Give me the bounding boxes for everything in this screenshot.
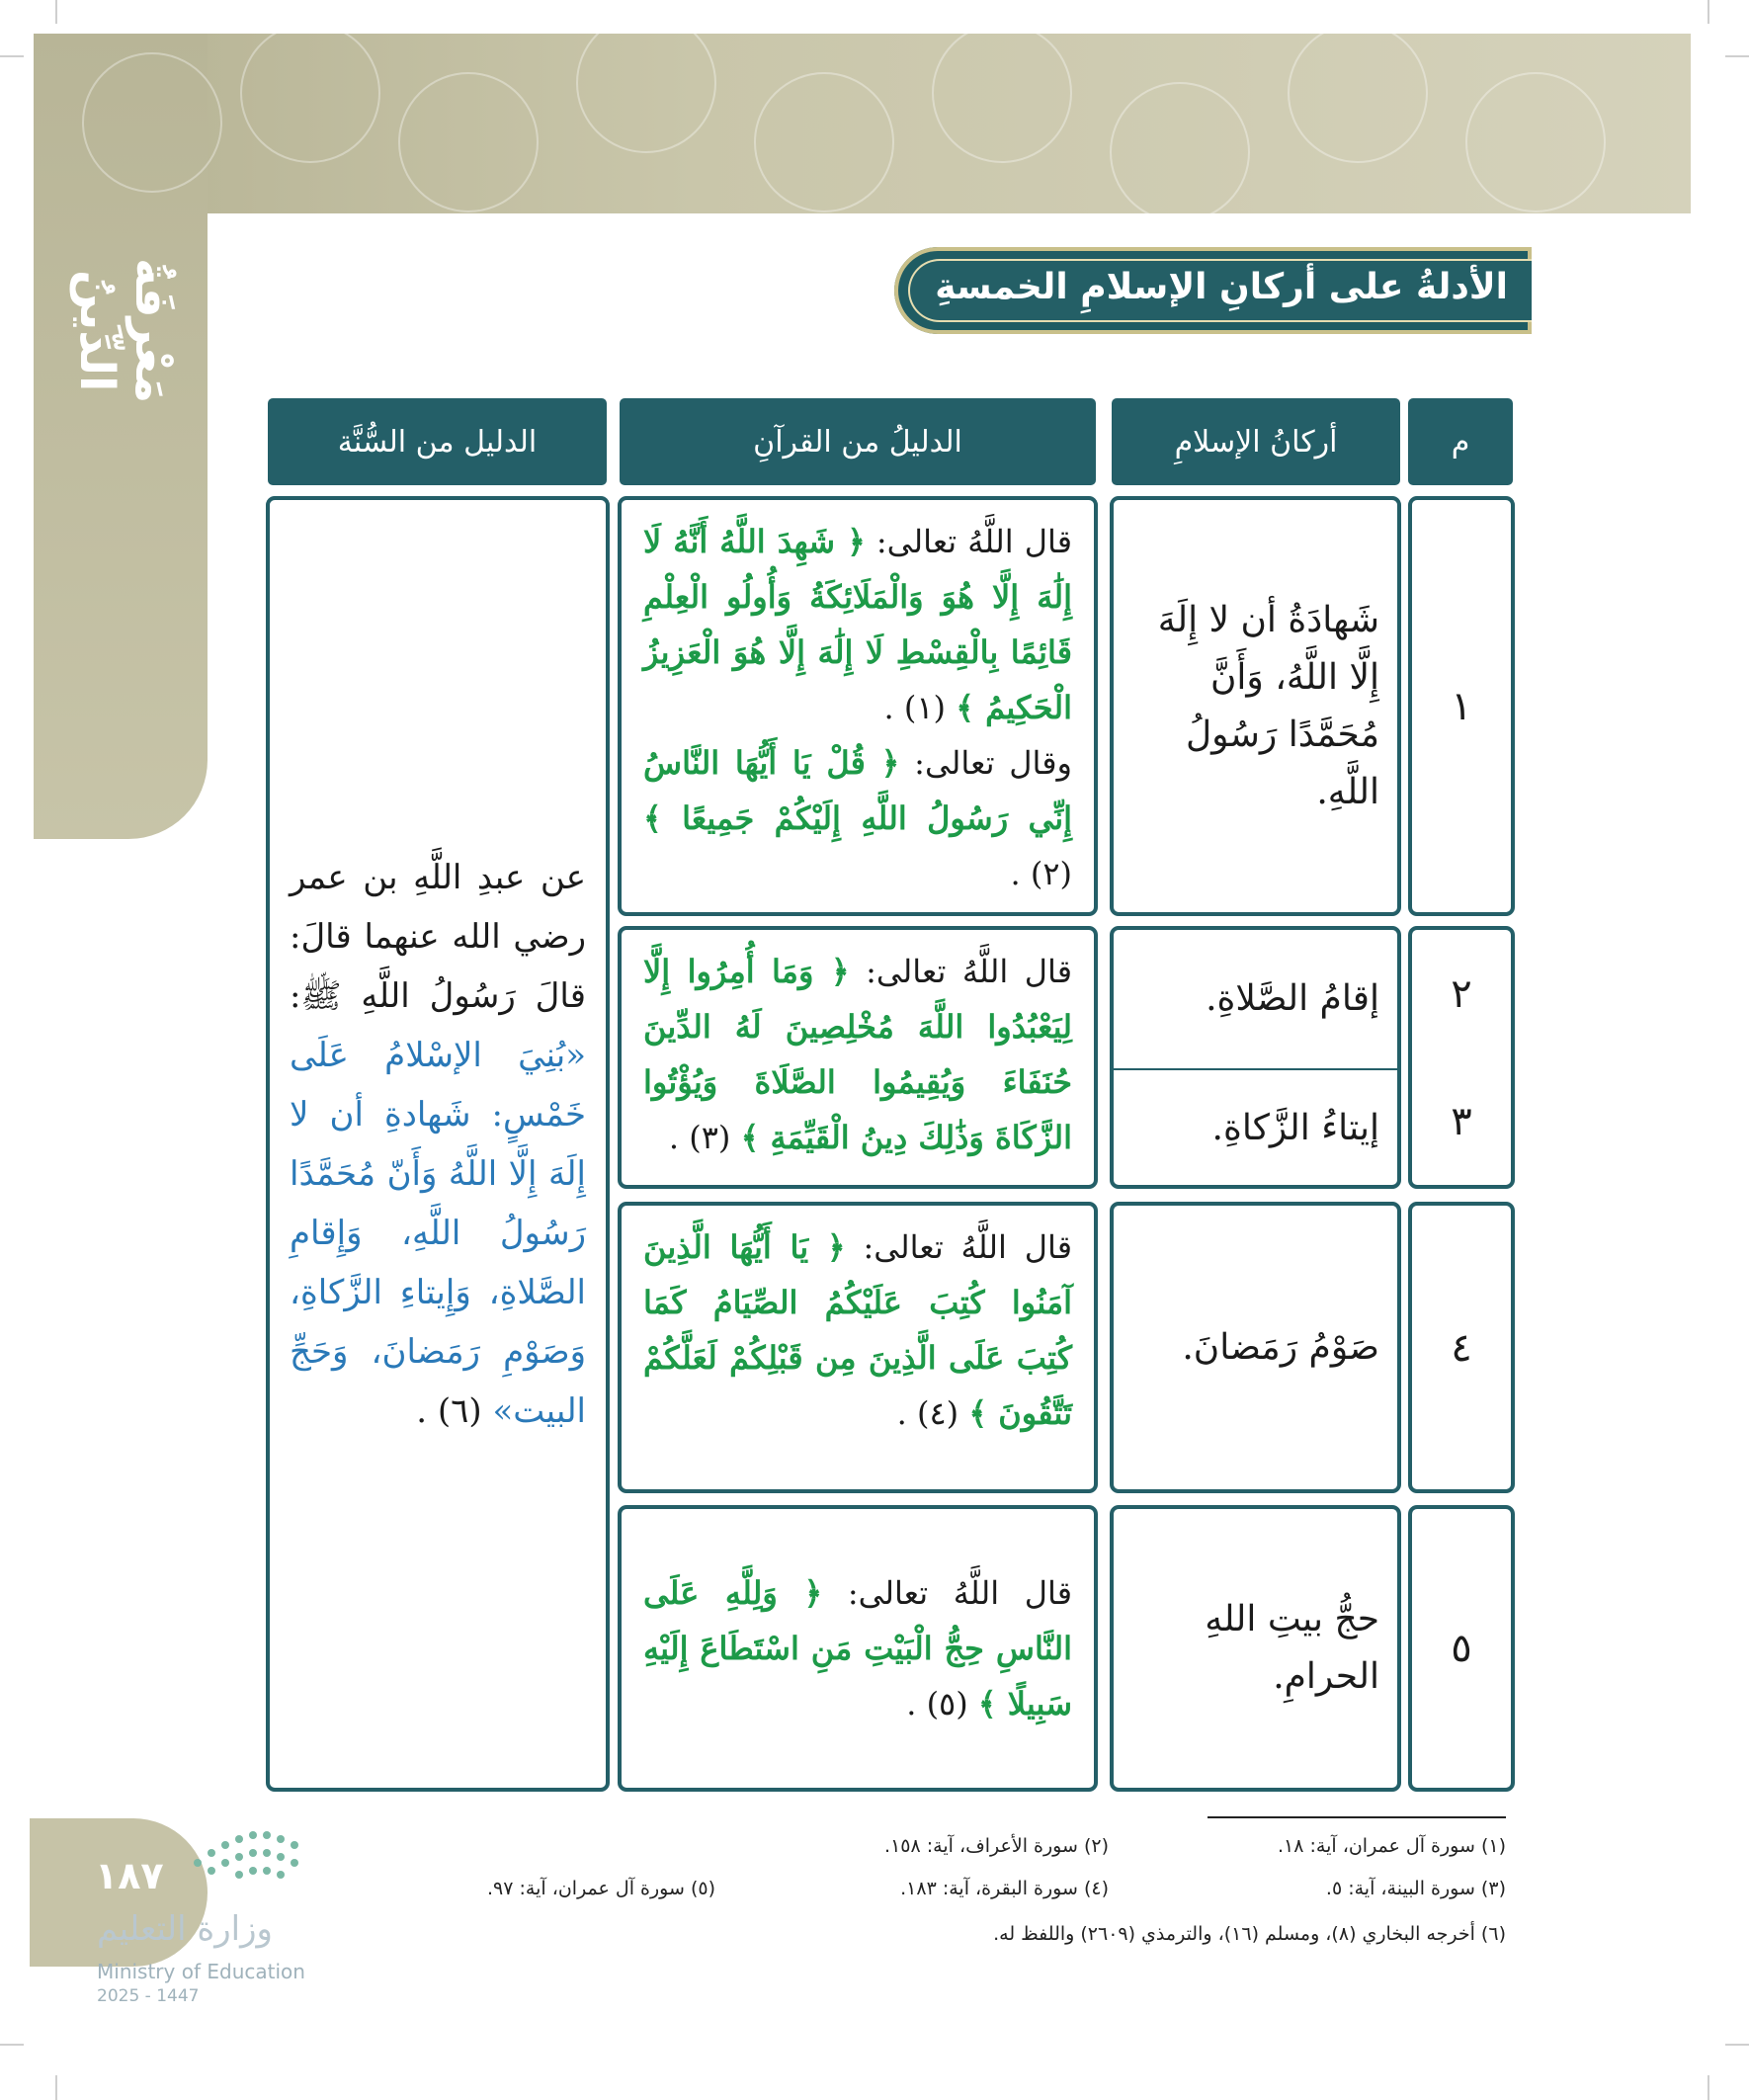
crop-mark [1707, 0, 1709, 24]
footnote-5: (٥) سورة آل عمران، آية: ٩٧. [487, 1878, 715, 1899]
row-1-num-text: ١ [1451, 683, 1472, 729]
ministry-name-arabic: وزارة التعليم [97, 1909, 273, 1949]
row-5-pillar [1110, 1505, 1401, 1792]
crop-mark [1725, 55, 1749, 57]
crop-mark [55, 0, 57, 24]
row-4-num [1408, 1202, 1515, 1493]
row-4-q-intro: قال اللَّهُ تعالى: [863, 1228, 1073, 1266]
rows-2-3-pillar [1110, 926, 1401, 1189]
section-title: الأدلةُ على أركانِ الإسلامِ الخمسةِ [935, 267, 1508, 307]
row-4-q-ref: (٤) . [896, 1394, 959, 1432]
row-5-num [1408, 1505, 1515, 1792]
crop-mark [0, 55, 24, 57]
rows-2-3-q-ref: (٣) . [668, 1119, 731, 1156]
row-5-num-text: ٥ [1451, 1626, 1472, 1671]
header-num: م [1408, 398, 1513, 485]
row-1-quran [618, 496, 1098, 916]
row-5-q-ref: (٥) . [906, 1685, 968, 1722]
sunna-ref: (٦) . [416, 1390, 482, 1431]
sunna-content [290, 848, 586, 1441]
rows-2-3-num [1408, 926, 1515, 1189]
footnote-6: (٦) أخرجه البخاري (٨)، ومسلم (١٦)، والترمذي (٢٦٠٩) واللفظ له. [993, 1923, 1506, 1945]
row-1-q1-ref: (١) . [883, 689, 947, 726]
row-5-q-intro: قال اللَّهُ تعالى: [847, 1574, 1073, 1612]
crop-mark [55, 2075, 57, 2100]
row-1-pillar-text: شَهادَةُ أن لا إِلَهَ إِلَّا اللَّهُ، وَأَنَّ مُحَمَّدًا رَسُولُ اللَّهِ. [1157, 599, 1379, 812]
row-4-pillar-text: صَوْمُ رَمَضانَ. [1182, 1326, 1379, 1368]
ministry-year: 2025 - 1447 [97, 1986, 200, 2006]
page-number: ١٨٧ [95, 1854, 164, 1897]
sunna-hadith: «بُنِيَ الإسْلامُ عَلَى خَمْسٍ: شَهادةِ أن لا إِلَهَ إِلَّا اللَّهُ وَأَنّ مُحَمَّدًا رَسُولُ اللَّهِ، وَإِقامِ الصَّلاةِ، وَإِيتاءِ الزَّكاةِ، وَصَوْمِ رَمَضانَ، وَحَجِّ البيت» [290, 1035, 586, 1431]
row-5-quran-content [643, 1565, 1072, 1731]
sunna-intro: عن عبدِ اللَّهِ بن عمر رضي الله عنهما قالَ: قالَ رَسُولُ اللَّهِ ﷺ: [290, 857, 586, 1016]
row-4-q-verse: ﴿ يَا أَيُّهَا الَّذِينَ آمَنُوا كُتِبَ عَلَيْكُمُ الصِّيَامُ كَمَا كُتِبَ عَلَى الَّذِينَ مِن قَبْلِكُمْ لَعَلَّكُمْ تَتَّقُونَ ﴾ [643, 1228, 1072, 1432]
side-chapter-title: مَعْرِفَةُ الدِّينُ [69, 258, 180, 404]
geometric-pattern [34, 34, 1691, 213]
footnote-3: (٣) سورة البينة، آية: ٥. [1325, 1878, 1506, 1899]
row-2-pillar-text: إقامُ الصَّلاةِ. [1206, 978, 1379, 1019]
row-1-pillar [1110, 496, 1401, 916]
row-1-q2-ref: (٢) . [1010, 855, 1072, 892]
row-4-quran [618, 1202, 1098, 1493]
header-quran: الدليلُ من القرآنِ [620, 398, 1096, 485]
header-sunna: الدليل من السُّنَّة [268, 398, 607, 485]
row-4-num-text: ٤ [1451, 1324, 1472, 1371]
ministry-logo-dots-icon [188, 1823, 316, 1902]
row-5-quran [618, 1505, 1098, 1792]
header-pillar: أركانُ الإسلامِ [1112, 398, 1400, 485]
row-3-num-text: ٣ [1451, 1098, 1472, 1144]
row-3-pillar [1114, 1070, 1397, 1187]
row-3-pillar-text: إيتاءُ الزَّكاةِ. [1211, 1108, 1379, 1148]
footnote-1: (١) سورة آل عمران، آية: ١٨. [1278, 1835, 1506, 1857]
rows-2-3-q-verse: ﴿ وَمَا أُمِرُوا إِلَّا لِيَعْبُدُوا اللَّهَ مُخْلِصِينَ لَهُ الدِّينَ حُنَفَاءَ وَيُقِيمُوا الصَّلَاةَ وَيُؤْتُوا الزَّكَاةَ وَذَٰلِكَ دِينُ الْقَيِّمَةِ ﴾ [643, 953, 1072, 1156]
row-1-num [1408, 496, 1515, 916]
row-1-q2-intro: وقال تعالى: [914, 744, 1073, 782]
footnote-2: (٢) سورة الأعراف، آية: ١٥٨. [884, 1835, 1109, 1857]
crop-mark [1707, 2075, 1709, 2100]
sunna-cell [266, 496, 610, 1792]
row-1-q2-verse: ﴿ قُلْ يَا أَيُّهَا النَّاسُ إِنِّي رَسُولُ اللَّهِ إِلَيْكُمْ جَمِيعًا ﴾ [643, 744, 1072, 837]
row-2-pillar [1114, 930, 1397, 1070]
row-1-q1-verse: ﴿ شَهِدَ اللَّهُ أَنَّهُ لَا إِلَٰهَ إِلَّا هُوَ وَالْمَلَائِكَةُ وَأُولُو الْعِلْمِ قَائِمًا بِالْقِسْطِ لَا إِلَٰهَ إِلَّا هُوَ الْعَزِيزُ الْحَكِيمُ ﴾ [643, 523, 1072, 726]
row-5-q-verse: ﴿ وَلِلَّهِ عَلَى النَّاسِ حِجُّ الْبَيْتِ مَنِ اسْتَطَاعَ إِلَيْهِ سَبِيلًا ﴾ [643, 1574, 1072, 1722]
row-5-pillar-text: حجُّ بيتِ اللهِ الحرامِ. [1205, 1599, 1379, 1697]
footnote-divider [1208, 1816, 1506, 1818]
row-1-q1-intro: قال اللَّهُ تعالى: [875, 523, 1072, 560]
row-2-num-text: ٢ [1451, 970, 1472, 1017]
crop-mark [1725, 2044, 1749, 2046]
rows-2-3-quran [618, 926, 1098, 1189]
section-title-ribbon [894, 247, 1532, 334]
footnote-4: (٤) سورة البقرة، آية: ١٨٣. [900, 1878, 1109, 1899]
ministry-name-english: Ministry of Education [97, 1960, 305, 1983]
row-4-pillar [1110, 1202, 1401, 1493]
crop-mark [0, 2044, 24, 2046]
rows-2-3-q-intro: قال اللَّهُ تعالى: [866, 953, 1073, 990]
